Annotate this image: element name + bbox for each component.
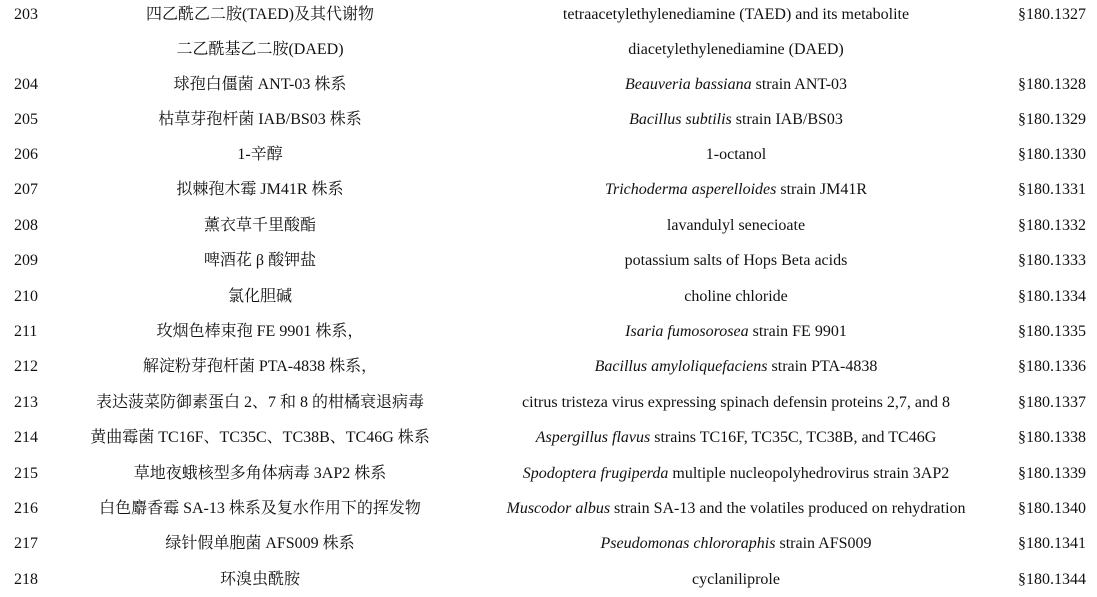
english-name-text: potassium salts of Hops Beta acids	[624, 252, 848, 269]
row-number: 207	[14, 181, 38, 198]
regulation-reference: §180.1328	[1018, 76, 1086, 93]
table-row	[0, 67, 1097, 102]
regulation-reference: §180.1340	[1018, 500, 1086, 517]
english-name	[462, 32, 1010, 67]
table-row	[0, 208, 1097, 243]
english-name	[462, 314, 1010, 349]
row-number: 211	[14, 323, 38, 340]
chinese-name: 薰衣草千里酸酯	[203, 217, 316, 234]
regulation-reference: §180.1334	[1018, 288, 1086, 305]
english-name-text: strain ANT-03	[751, 76, 848, 93]
english-name	[462, 491, 1010, 526]
species-name: Pseudomonas chlororaphis	[600, 535, 776, 552]
chinese-name: 氯化胆碱	[227, 288, 292, 305]
table-row	[0, 172, 1097, 207]
table-row	[0, 279, 1097, 314]
english-name-text: strain IAB/BS03	[731, 111, 843, 128]
english-name	[462, 102, 1010, 137]
row-number: 210	[14, 288, 38, 305]
species-name: Trichoderma asperelloides	[604, 181, 777, 198]
regulation-reference: §180.1337	[1018, 394, 1086, 411]
regulation-reference: §180.1341	[1018, 535, 1086, 552]
english-name-text: choline chloride	[684, 288, 788, 305]
english-name-text: strain PTA-4838	[767, 358, 878, 375]
english-name-text: lavandulyl senecioate	[666, 217, 806, 234]
english-name-text: strain AFS009	[775, 535, 872, 552]
row-number: 217	[14, 535, 38, 552]
table-row	[0, 349, 1097, 384]
english-name	[462, 172, 1010, 207]
regulation-reference: §180.1329	[1018, 111, 1086, 128]
chinese-name: 啤酒花 β 酸钾盐	[203, 252, 317, 269]
row-number: 218	[14, 571, 38, 588]
chinese-name: 解淀粉芽孢杆菌 PTA-4838 株系，	[142, 358, 378, 375]
species-name: Isaria fumosorosea	[625, 323, 749, 340]
regulation-reference: §180.1327	[1018, 6, 1086, 23]
chinese-name: 拟棘孢木霉 JM41R 株系	[176, 181, 344, 198]
english-name	[462, 279, 1010, 314]
english-name-text: strain FE 9901	[748, 323, 847, 340]
chinese-name: 四乙酰乙二胺(TAED)及其代谢物	[145, 6, 375, 23]
english-name-text: 1-octanol	[705, 146, 767, 163]
regulation-reference: §180.1332	[1018, 217, 1086, 234]
regulation-reference: §180.1330	[1018, 146, 1086, 163]
english-name	[462, 456, 1010, 491]
chinese-name: 二乙酰基乙二胺(DAED)	[176, 41, 344, 58]
english-name-text: cyclaniliprole	[692, 571, 780, 588]
english-name	[462, 420, 1010, 455]
row-number: 213	[14, 394, 38, 411]
english-name	[462, 67, 1010, 102]
english-name-text: citrus tristeza virus expressing spinach defensin proteins 2,7, and 8	[522, 394, 950, 411]
english-name	[462, 385, 1010, 420]
table-row	[0, 102, 1097, 137]
table-row	[0, 32, 1097, 67]
chinese-name: 枯草芽孢杆菌 IAB/BS03 株系	[158, 111, 362, 128]
chinese-name: 玫烟色棒束孢 FE 9901 株系，	[156, 323, 364, 340]
chinese-name: 1-辛醇	[237, 146, 283, 163]
table-row	[0, 526, 1097, 561]
regulation-reference: §180.1331	[1018, 181, 1086, 198]
chinese-name: 环溴虫酰胺	[219, 571, 300, 588]
species-name: Spodoptera frugiperda	[522, 465, 669, 482]
row-number: 208	[14, 217, 38, 234]
table-row	[0, 491, 1097, 526]
table-row	[0, 0, 1097, 32]
english-name-text: strain JM41R	[776, 181, 868, 198]
species-name: Beauveria bassiana	[624, 76, 752, 93]
english-name-text: multiple nucleopolyhedrovirus strain 3AP2	[668, 465, 950, 482]
english-name-text: strain SA-13 and the volatiles produced on rehydration	[610, 500, 966, 517]
table-row	[0, 314, 1097, 349]
table-row	[0, 562, 1097, 597]
row-number: 203	[14, 6, 38, 23]
table-row	[0, 243, 1097, 278]
chinese-name: 白色麝香霉 SA-13 株系及复水作用下的挥发物	[99, 500, 421, 517]
table-row	[0, 420, 1097, 455]
english-name-text: tetraacetylethylenediamine (TAED) and its metabolite	[562, 6, 910, 23]
english-name	[462, 137, 1010, 172]
chinese-name: 草地夜蛾核型多角体病毒 3AP2 株系	[133, 465, 387, 482]
species-name: Bacillus subtilis	[629, 111, 732, 128]
regulation-reference: §180.1338	[1018, 429, 1086, 446]
species-name: Aspergillus flavus	[535, 429, 651, 446]
chinese-name: 表达菠菜防御素蛋白 2、7 和 8 的柑橘衰退病毒	[95, 394, 424, 411]
row-number: 215	[14, 465, 38, 482]
row-number: 212	[14, 358, 38, 375]
species-name: Bacillus amyloliquefaciens	[594, 358, 768, 375]
english-name	[462, 526, 1010, 561]
table-row	[0, 385, 1097, 420]
row-number: 206	[14, 146, 38, 163]
species-name: Muscodor albus	[506, 500, 611, 517]
row-number: 216	[14, 500, 38, 517]
regulation-reference: §180.1335	[1018, 323, 1086, 340]
regulation-reference: §180.1339	[1018, 465, 1086, 482]
table-row	[0, 137, 1097, 172]
regulation-reference: §180.1344	[1018, 571, 1086, 588]
english-name	[462, 349, 1010, 384]
english-name-text: diacetylethylenediamine (DAED)	[628, 41, 844, 58]
chinese-name: 黄曲霉菌 TC16F、TC35C、TC38B、TC46G 株系	[90, 429, 430, 446]
regulation-reference: §180.1336	[1018, 358, 1086, 375]
regulation-reference: §180.1333	[1018, 252, 1086, 269]
english-name	[462, 562, 1010, 597]
english-name	[462, 0, 1010, 32]
row-number: 209	[14, 252, 38, 269]
english-name-text: strains TC16F, TC35C, TC38B, and TC46G	[650, 429, 937, 446]
chinese-name: 球孢白僵菌 ANT-03 株系	[173, 76, 347, 93]
row-number: 214	[14, 429, 38, 446]
row-number: 205	[14, 111, 38, 128]
english-name	[462, 208, 1010, 243]
row-number: 204	[14, 76, 38, 93]
english-name	[462, 243, 1010, 278]
chinese-name: 绿针假单胞菌 AFS009 株系	[165, 535, 355, 552]
table-row	[0, 456, 1097, 491]
